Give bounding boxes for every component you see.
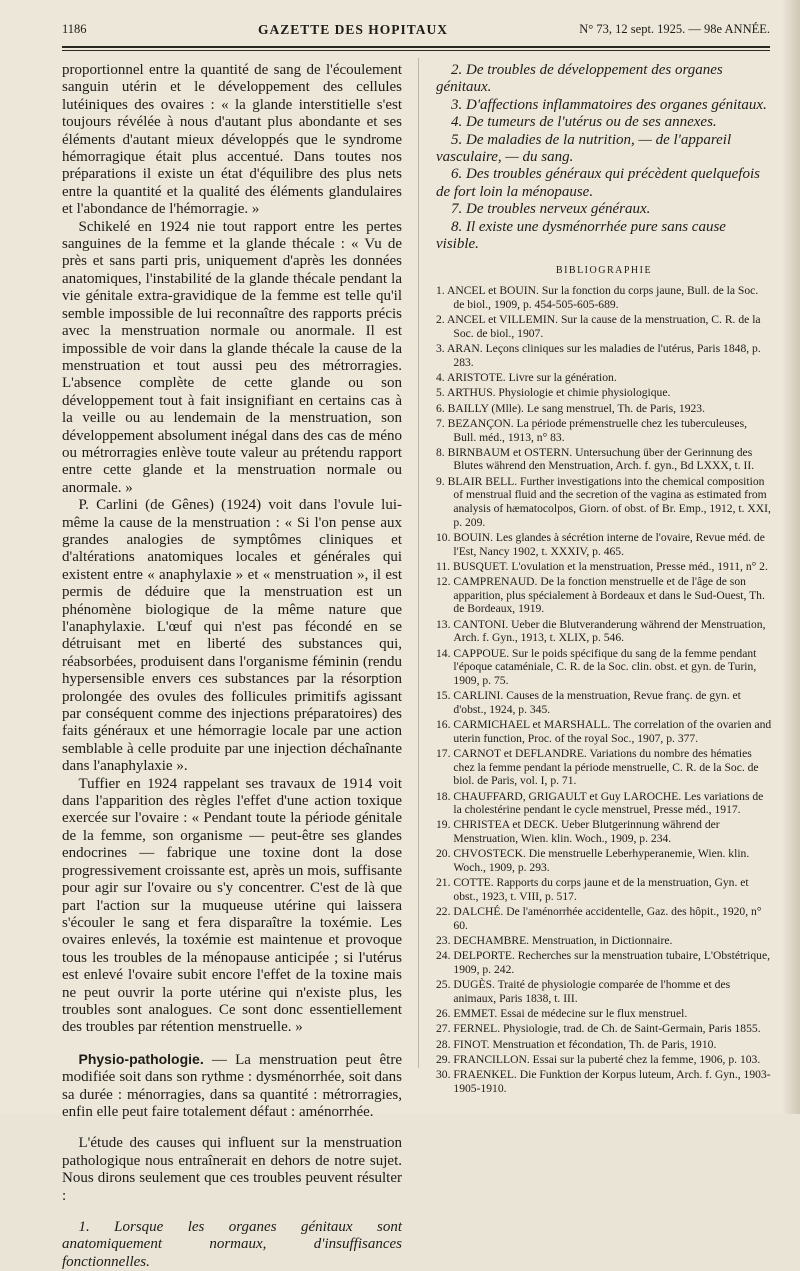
bib-entry: 22. DALCHÉ. De l'aménorrhée accidentelle, Gaz. des hôpit., 1920, n° 60.	[436, 905, 762, 932]
list-item: 3. D'affections inflammatoires des organes génitaux.	[451, 96, 767, 113]
bib-entry: 18. CHAUFFARD, GRIGAULT et Guy LAROCHE. Les variations de la cholestérine pendant le cycle menstruel, Presse méd., 1917.	[436, 789, 764, 817]
bib-entry: 1. ANCEL et BOUIN. Sur la fonction du corps jaune, Bull. de la Soc. de biol., 1909, p. 454-505-605-689.	[436, 284, 759, 312]
bib-entry: 12. CAMPRENAUD. De la fonction menstruelle et de l'âge de son apparition, plus spécialement à Bordeaux et dans le Sud-Ouest, Th. de Bordeaux, 1919.	[436, 575, 765, 616]
bib-entry: 29. FRANCILLON. Essai sur la puberté chez la femme, 1906, p. 103.	[436, 1052, 761, 1066]
bib-entry: 3. ARAN. Leçons cliniques sur les maladies de l'utérus, Paris 1848, p. 283.	[436, 342, 761, 369]
bib-entry: 16. CARMICHAEL et MARSHALL. The correlation of the ovarien and uterin function, Proc. of the royal Soc., 1907, p. 377.	[436, 718, 772, 745]
bib-entry: 15. CARLINI. Causes de la menstruation, Revue franç. de gyn. et d'obst., 1924, p. 345.	[436, 689, 741, 716]
right-column	[436, 62, 772, 1097]
bib-entry: 4. ARISTOTE. Livre sur la génération.	[436, 371, 617, 385]
section-intro: — La menstruation peut être modifiée soit dans son rythme : dysménorrhée, soit dans sa durée : ménorragies, dans sa quantité : métrorragies, enfin elle peut faire totalement défaut : aménorrhée.	[62, 1051, 402, 1120]
bib-entry: 19. CHRISTEA et DECK. Ueber Blutgerinnung während der Menstruation, Wien. klin. Woch., 1909, p. 234.	[436, 818, 720, 846]
paragraph-causes: L'étude des causes qui influent sur la menstruation pathologique nous entraînerait en dehors de notre sujet. Nous dirons seulement que ces troubles peuvent résulter :	[62, 1135, 402, 1204]
issue-info: N° 73, 12 sept. 1925. — 98e ANNÉE.	[579, 22, 770, 36]
bib-entry: 5. ARTHUS. Physiologie et chimie physiologique.	[436, 386, 671, 400]
bib-entry: 8. BIRNBAUM et OSTERN. Untersuchung über der Gerinnung des Blutes während den Menstruation, Arch. f. gyn., Bd LXXX, t. II.	[436, 445, 755, 473]
page-number: 1186	[62, 22, 87, 36]
journal-title: GAZETTE DES HOPITAUX	[258, 22, 449, 37]
bib-entry: 30. FRAENKEL. Die Funktion der Korpus luteum, Arch. f. Gyn., 1903-1905-1910.	[436, 1067, 771, 1095]
bibliography-heading: BIBLIOGRAPHIE	[555, 265, 653, 277]
bib-entry: 11. BUSQUET. L'ovulation et la menstruation, Presse méd., 1911, n° 2.	[436, 559, 768, 573]
page-edge-shadow	[782, 0, 800, 1114]
bib-entry: 24. DELPORTE. Recherches sur la menstruation tubaire, L'Obstétrique, 1909, p. 242.	[436, 949, 770, 977]
bib-entry: 28. FINOT. Menstruation et fécondation, Th. de Paris, 1910.	[436, 1037, 717, 1051]
bib-entry: 6. BAILLY (Mlle). Le sang menstruel, Th. de Paris, 1923.	[436, 401, 705, 415]
header-rule	[62, 46, 770, 48]
list-item: 7. De troubles nerveux généraux.	[451, 201, 651, 218]
section-title: Physio-pathologie.	[78, 1050, 204, 1067]
list-item-1: 1. Lorsque les organes génitaux sont anatomiquement normaux, d'insuffisances fonctionnelles.	[62, 1219, 402, 1270]
list-item: 2. De troubles de développement des organes génitaux.	[436, 62, 723, 96]
left-column	[62, 62, 402, 1271]
bib-entry: 20. CHVOSTECK. Die menstruelle Leberhyperanemie, Wien. klin. Woch., 1909, p. 293.	[436, 847, 750, 875]
list-item: 6. Des troubles généraux qui précèdent quelquefois de fort loin la ménopause.	[436, 166, 760, 200]
bib-entry: 13. CANTONI. Ueber die Blutveranderung während der Menstruation, Arch. f. Gyn., 1913, t. XLIX, p. 546.	[436, 617, 766, 645]
paragraph-physio-pathologie	[62, 1051, 402, 1122]
paragraph-glande-interstitielle: proportionnel entre la quantité de sang de l'écoulement sanguin utérin et le développement des cellules lutéiniques des ovaires : « la glande interstitielle s'est toujours révélée à nous d'autant plus abondante et ses éléments d'autant mieux développés que le syndrome hémorragique était plus accentué. Dans toutes nos préparations il existe un état d'équilibre des plus nets entre la quantité et la qualité des éléments glandulaires et l'abondance de l'hémorragie. »	[62, 62, 402, 218]
bib-entry: 27. FERNEL. Physiologie, trad. de Ch. de Saint-Germain, Paris 1855.	[436, 1022, 761, 1036]
bib-entry: 9. BLAIR BELL. Further investigations into the chemical composition of menstrual fluid and the secretion of the vagina as estimated from analysis of hæmatocolpos, Giorn. of obst. of Br. Emp., 1912, t. XXI, p. 209.	[436, 474, 771, 529]
running-header	[62, 22, 770, 42]
bib-entry: 21. COTTE. Rapports du corps jaune et de la menstruation, Gyn. et obst., 1923, t. VIII, p. 517.	[436, 876, 749, 903]
bib-entry: 14. CAPPOUE. Sur le poids spécifique du sang de la femme pendant l'époque cataméniale, C. R. de la Soc. clin. obst. et gyn. de Turin, 1909, p. 75.	[436, 646, 757, 687]
causes-list	[436, 62, 772, 253]
bib-entry: 7. BEZANÇON. La période prémenstruelle chez les tuberculeuses, Bull. méd., 1913, n° 83.	[436, 416, 747, 444]
list-item: 8. Il existe une dysménorrhée pure sans cause visible.	[436, 218, 726, 253]
bib-entry: 17. CARNOT et DEFLANDRE. Variations du nombre des hématies chez la femme pendant la période menstruelle, C. R. de la Soc. de biol. de Paris, vol. I, p. 71.	[436, 746, 759, 788]
bibliography-list	[436, 284, 772, 1095]
paragraph-carlini: P. Carlini (de Gênes) (1924) voit dans l'ovule lui-même la cause de la menstruation : « Si l'on pense aux grandes analogies de symptômes cliniques et d'altérations anatomiques locales et générales qui existent entre « anaphylaxie » et « menstruation », il est permis de déduire que la menstruation est un phénomène biologique de la même nature que l'anaphylaxie. L'œuf qui n'est pas fécondé en se détruisant met en liberté des substances qui, réabsorbées, produisent dans l'organisme féminin (rendu hypersensible envers ces substances par la résorption prolongée des ovules des follicules primitifs agissant par conséquent comme des injections préparatoires) des faits généraux et une hémorragie locale par une action semblable à celle produite par une injection déchaînante dans l'anaphylaxie ».	[62, 497, 402, 775]
header-rule-thin	[62, 50, 770, 51]
bib-entry: 23. DECHAMBRE. Menstruation, in Dictionnaire.	[436, 934, 673, 948]
bib-entry: 26. EMMET. Essai de médecine sur le flux menstruel.	[436, 1007, 688, 1021]
bib-entry: 25. DUGÈS. Traité de physiologie comparée de l'homme et des animaux, Paris 1838, t. III.	[436, 978, 731, 1005]
paragraph-schikele: Schikelé en 1924 nie tout rapport entre les pertes sanguines de la femme et la glande thécale : « Vu de près et sans parti pris, uniquement d'après les données anatomiques, l'instabilité de la glande thécale pendant la vie génitale extra-gravidique de la femme est telle qu'il semble impossible de lui reconnaître des rapports précis avec la menstruation normale ou anormale. Il est impossible de voir dans la glande thécale la cause de la menstruation et tout aussi peu des métrorragies. L'absence complète de cette glande ou son développement tout à fait insignifiant en certains cas à la veille ou au lendemain de la menstruation, son développement absolument inégal dans des cas de méno ou métrorragies enlève toute valeur au prétendu rapport entre cette glande et la menstruation normale ou anormale. »	[62, 218, 402, 496]
column-divider	[418, 58, 419, 1068]
bib-entry: 2. ANCEL et VILLEMIN. Sur la cause de la menstruation, C. R. de la Soc. de biol., 1907.	[436, 313, 761, 341]
list-item: 4. De tumeurs de l'utérus ou de ses annexes.	[451, 114, 717, 131]
paragraph-tuffier: Tuffier en 1924 rappelant ses travaux de 1914 voit dans l'apparition des règles l'effet d'une action toxique exercée sur l'ovaire : « Pendant toute la période génitale de la femme, son organisme — peut-être ses glandes endocrines — fabrique une toxine dont la dose progressivement croissante est, après un mois, suffisante pour agir sur l'ovaire ou s'y concentrer. C'est de là que part l'action sur la muqueuse utérine qui laissera s'écouler le sang et fera disparaître la toxémie. Les ovaires enlevés, la toxémie est maintenue et provoque tous les troubles de la ménopause anticipée ; si l'utérus est enlevé l'ovaire subit encore l'effet de la toxine mais ne peut ouvrir la porte utérine qui n'existe plus, les troubles sont analogues. Ce sont donc essentiellement des troubles par rétention menstruelle. »	[62, 775, 402, 1036]
list-item: 5. De maladies de la nutrition, — de l'appareil vasculaire, — du sang.	[436, 131, 732, 166]
bib-entry: 10. BOUIN. Les glandes à sécrétion interne de l'ovaire, Revue méd. de l'Est, Nancy 1902, t. XXXIV, p. 465.	[436, 530, 765, 558]
